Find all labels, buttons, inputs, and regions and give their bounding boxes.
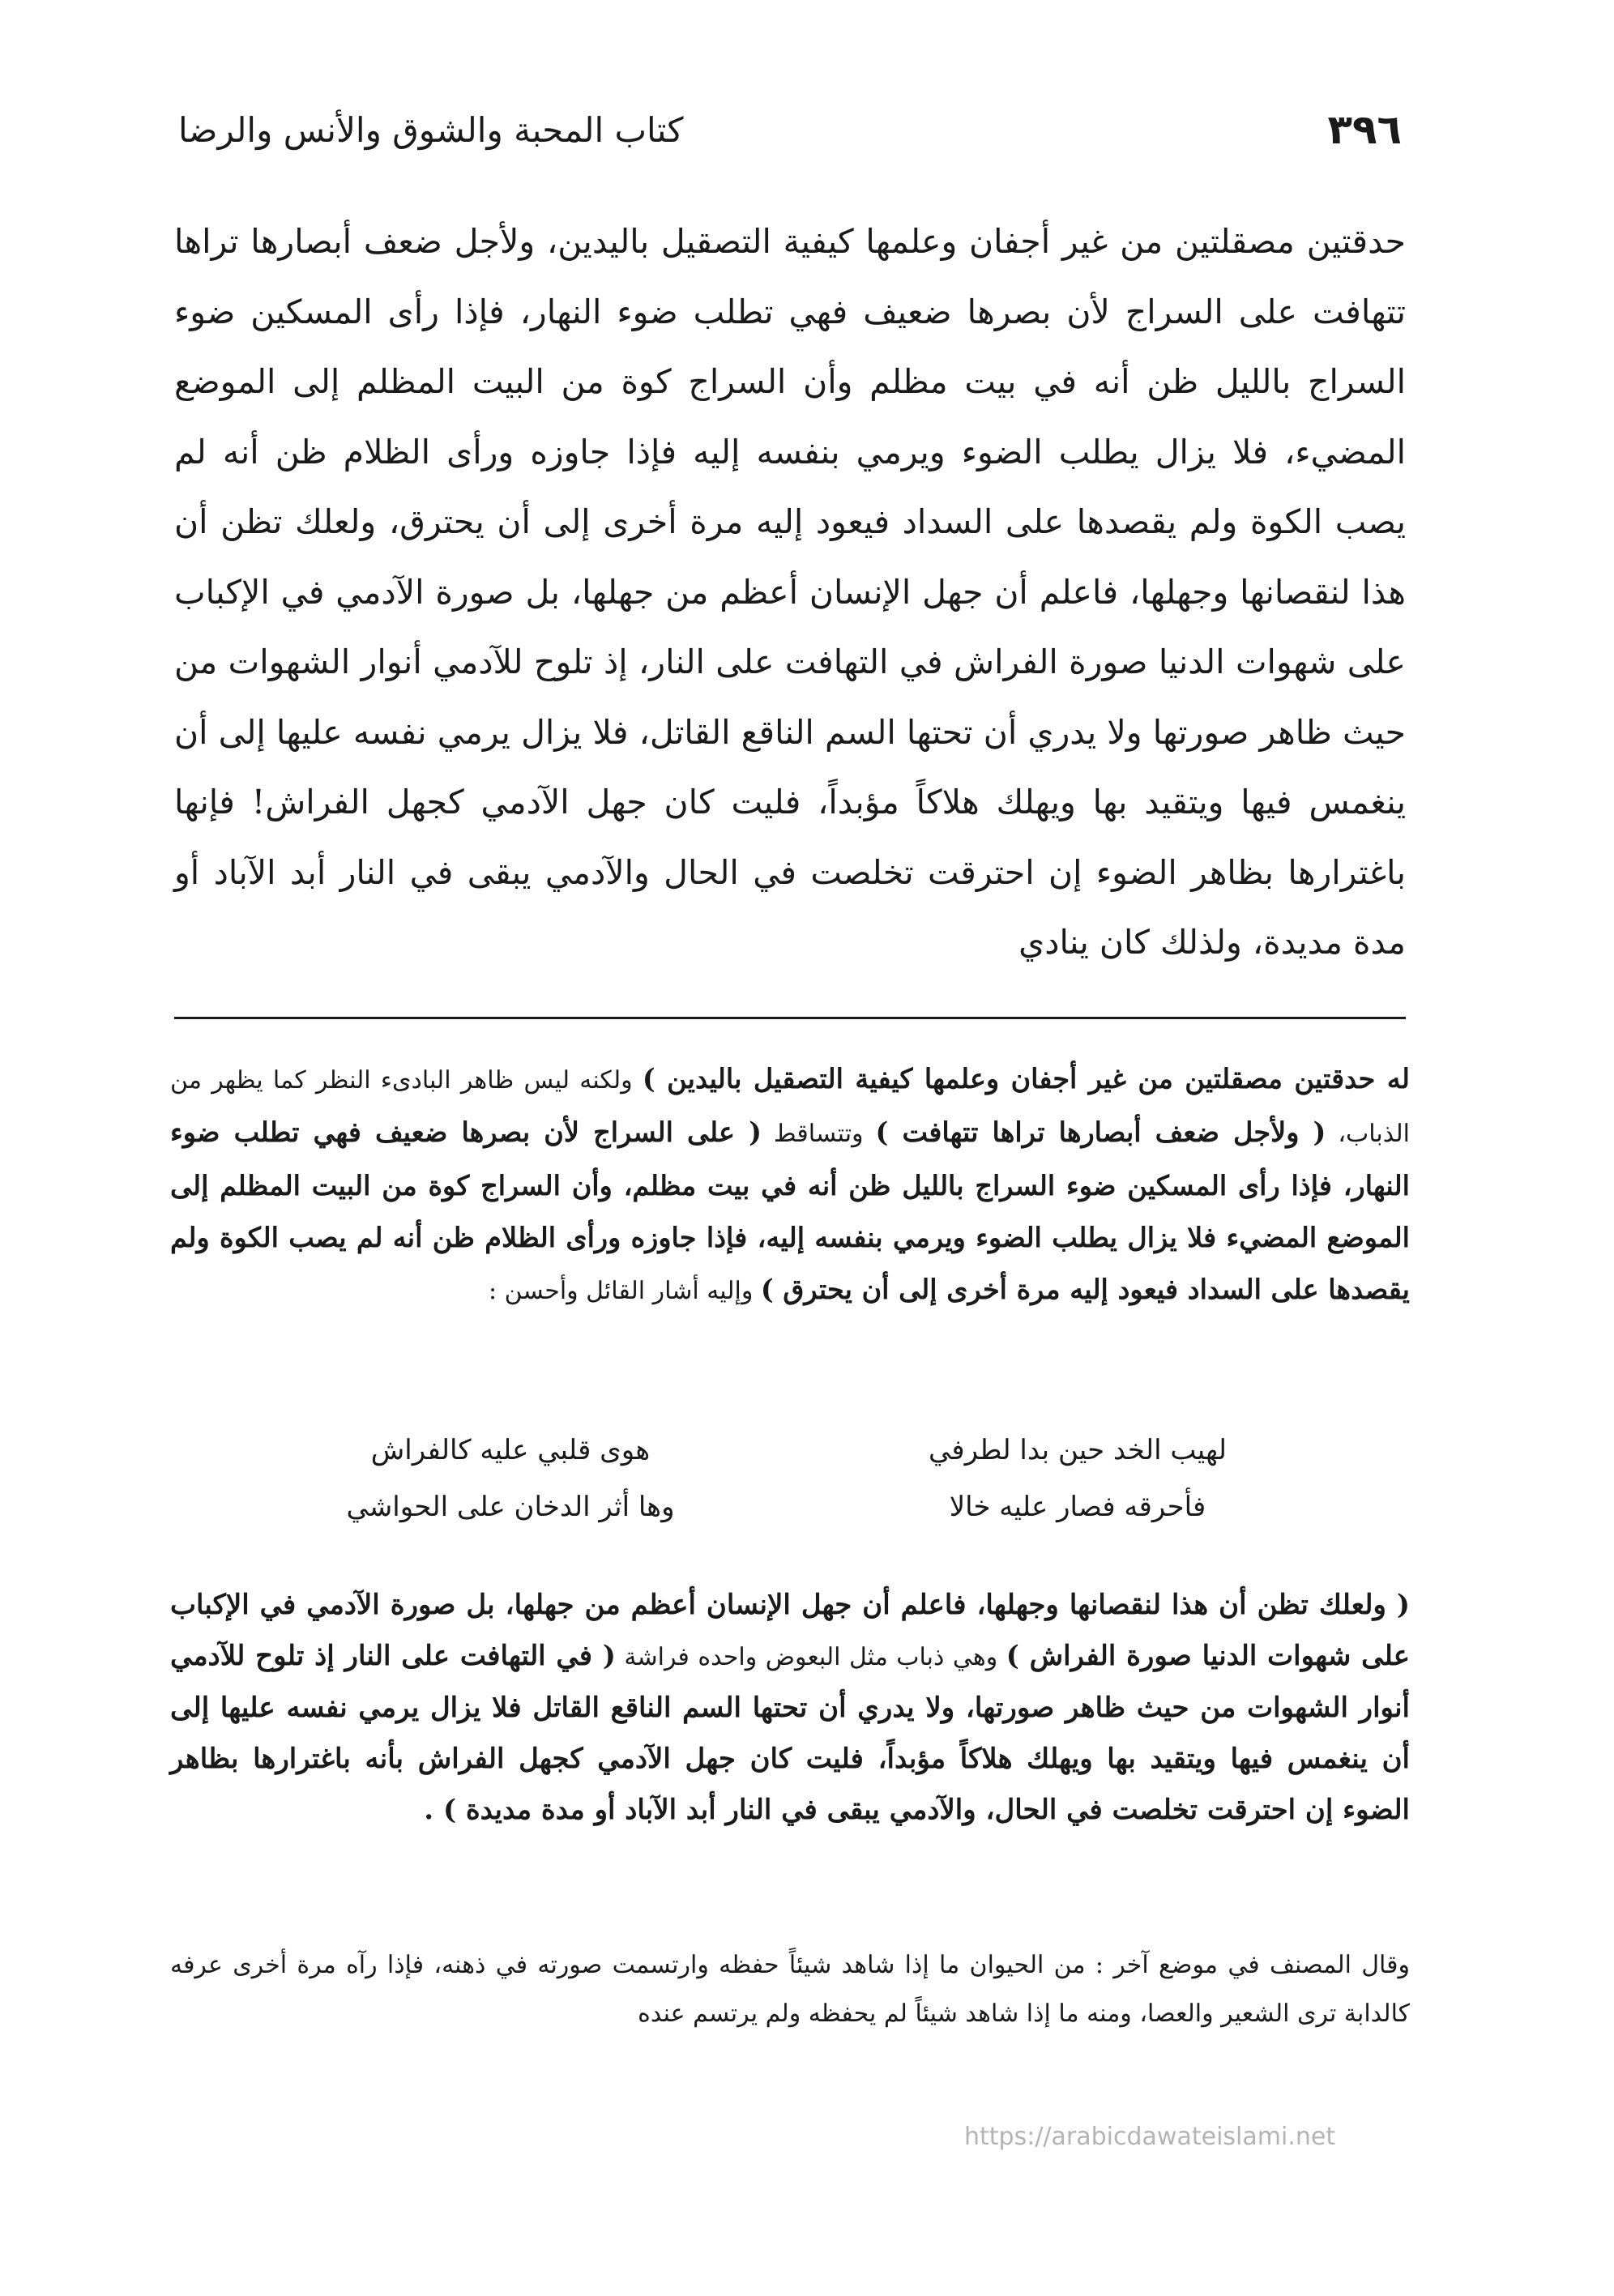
main-text: حدقتين مصقلتين من غير أجفان وعلمها كيفية التصقيل باليدين، ولأجل ضعف أبصارها تراها تتهافت على السراج لأن بصرها ضعيف فهي تطلب ضوء النهار، فإذا رأى المسكين ضوء السراج بالليل ظن أنه في بيت مظلم وأن السراج كوة من البيت المظلم إلى الموضع المضيء، فلا يزال يطلب الضوء ويرمي بنفسه إليه فإذا جاوزه ورأى الظلام ظن أنه لم يصب الكوة ولم يقصدها على السداد فيعود إليه مرة أخرى إلى أن يحترق، ولعلك تظن أن هذا لنقصانها وجهلها، فاعلم أن جهل الإنسان أعظم من جهلها، بل صورة الآدمي في الإكباب على شهوات الدنيا صورة الفراش في التهافت على النار، إذ تلوح للآدمي أنوار الشهوات من حيث ظاهر صورتها ولا يدري أن تحتها السم الناقع القاتل، فلا يزال يرمي نفسه عليها إلى أن ينغمس فيها ويتقيد بها ويهلك هلاكاً مؤبداً، فليت كان جهل الآدمي كجهل الفراش! فإنها باغترارها بظاهر الضوء إن احترقت تخلصت في الحال والآدمي يبقى في النار أبد الآباد أو مدة مديدة، ولذلك كان ينادي <box>174 222 1406 962</box>
explanation-text: ولكنه ليس ظاهر البادىء النظر كما يظهر من الذباب، <box>170 1066 1410 1148</box>
commentary-block-1 <box>170 1053 1410 1317</box>
poem-hemistich: لهيب الخد حين بدا لطرفي <box>928 1434 1228 1466</box>
quoted-text: ( على السراج لأن بصرها ضعيف فهي تطلب ضوء النهار، فإذا رأى المسكين ضوء السراج بالليل ظن أنه في بيت مظلم، وأن السراج كوة من البيت المظلم إلى الموضع المضيء فلا يزال يطلب الضوء ويرمي بنفسه إليه، فإذا جاوزه ورأى الظلام ظن أنه لم يصب الكوة ولم يقصدها على السداد فيعود إليه مرة أخرى إلى أن يحترق ) <box>170 1116 1410 1305</box>
explanation-text: وإليه أشار القائل وأحسن : <box>489 1277 761 1305</box>
quoted-text: له حدقتين مصقلتين من غير أجفان وعلمها كيفية التصقيل باليدين ) <box>642 1063 1410 1095</box>
poem-line-1 <box>267 1434 1321 1466</box>
quoted-text: ( ولعلك تظن أن هذا لنقصانها وجهلها، فاعلم أن جهل الإنسان أعظم من جهلها، بل صورة الآدمي في الإكباب على شهوات الدنيا صورة الفراش ) <box>170 1589 1410 1672</box>
watermark-url: https://arabicdawateislami.net <box>964 2123 1336 2151</box>
running-title: كتاب المحبة والشوق والأنس والرضا <box>178 109 684 150</box>
page-header <box>178 97 1402 162</box>
footnote-separator <box>174 1017 1406 1019</box>
page-number: ٣٩٦ <box>1327 106 1402 153</box>
quoted-text: ( في التهافت على النار إذ تلوح للآدمي أنوار الشهوات من حيث ظاهر صورتها، ولا يدري أن تحتها السم الناقع القاتل فلا يزال يرمي نفسه عليها إلى أن ينغمس فيها ويتقيد بها ويهلك هلاكاً مؤبداً، فليت كان جهل الآدمي كجهل الفراش بأنه باغترارها بظاهر الضوء إن احترقت تخلصت في الحال، والآدمي يبقى في النار أبد الآباد أو مدة مديدة ) . <box>170 1640 1410 1826</box>
commentary-block-2 <box>170 1580 1410 1836</box>
poem-hemistich: هوى قلبي عليه كالفراش <box>370 1434 651 1466</box>
poem-hemistich: وها أثر الدخان على الحواشي <box>346 1491 675 1523</box>
commentary-block-3: وقال المصنف في موضع آخر : من الحيوان ما إذا شاهد شيئاً حفظه وارتسمت صورته في ذهنه، فإذا رآه مرة أخرى عرفه كالدابة ترى الشعير والعصا، ومنه ما إذا شاهد شيئاً لم يحفظه ولم يرتسم عنده <box>170 1951 1410 2028</box>
quoted-text: ( ولأجل ضعف أبصارها تراها تتهافت ) <box>875 1116 1326 1148</box>
poem-line-2 <box>267 1491 1321 1523</box>
poem-hemistich: فأحرقه فصار عليه خالا <box>949 1491 1206 1523</box>
explanation-text: وتتساقط <box>761 1120 876 1148</box>
explanation-text: وهي ذباب مثل البعوض واحده فراشة <box>615 1643 1006 1671</box>
